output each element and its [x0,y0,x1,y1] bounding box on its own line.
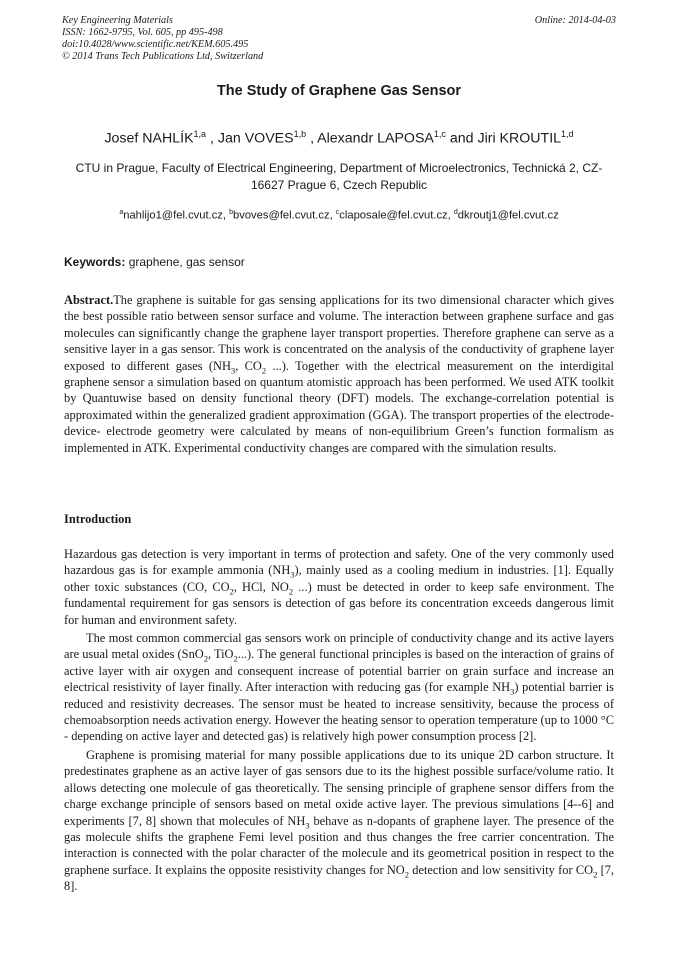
keywords-text: graphene, gas sensor [125,255,245,269]
keywords-label: Keywords: [64,255,126,269]
abstract-text: , CO [235,358,262,373]
author-sup: 1,c [433,129,446,139]
paragraph [64,630,614,745]
abstract-label: Abstract. [64,293,114,307]
email[interactable]: bvoves@fel.cvut.cz [233,209,330,222]
author-name: Jiri KROUTIL [477,130,562,147]
affiliation: CTU in Prague, Faculty of Electrical Engineering, Department of Microelectronics, Technická 2, CZ-16627 Prague 6, Czech Republic [75,161,603,192]
text-run: ...) must be detected in order to keep safe environment. The fundamental requirement for gas sensors is detection of gas before its concentration exceeds dangerous limit for human and environment safety. [64,579,614,627]
email-sup: b [229,209,234,216]
author-name: Alexandr LAPOSA [317,130,434,147]
text-run: , HCl, NO [233,579,289,594]
email[interactable]: claposale@fel.cvut.cz [339,209,448,222]
subscript: 2 [288,586,294,597]
subscript: 2 [261,365,267,376]
subscript: 2 [229,586,234,597]
text-run: behave as n-dopants of graphene layer. The presence of the gas molecule shifts the graphene Femi level position and thus changes the free carrier concentration. The interaction is connected with the polar character of the molecule and its geometrical position in respect to the graphene surface. It explains the opposite resistivity changes for NO [64,813,614,877]
journal-name: Key Engineering Materials [62,15,173,26]
journal-header [62,15,616,63]
subscript: 3 [290,569,295,580]
subscript: 3 [305,819,310,830]
email-list: $^a$nahlijo1@fel.cvut.cz, $^b$bvoves@fel.cvut.cz, $^c$claposale@fel.cvut.cz, $^d$dkroutj1@fel.cvut.cz [119,209,559,222]
abstract-text: ...). Together with the electrical measurement on the interdigital graphene sensor a simulation based on quantum atomistic approach has been performed. We used ATK toolkit by Quantuwise based on density functional theory (DFT) models. The exchange-correlation potential is approximated within the generalized gradient approximation (GGA). The transport properties of the electrode-device- electrode geometry were calculated by means of non-equilibrium Green’s function formalism as implemented in ATK. Experimental conductivity changes are compared with the simulation results. [64,358,614,455]
text-run: Hazardous gas detection is very important in terms of protection and safety. One of the very commonly used hazardous gas is for example ammonia (NH [64,547,614,578]
paragraph [64,546,614,628]
text-run: ), mainly used as a cooling medium in industries. [1]. Equally other toxic substances (CO, CO [64,563,614,594]
author-name: Jan VOVES [217,130,294,147]
text-run: The most common commercial gas sensors work on principle of conductivity change and its active layers are usual metal oxides (SnO [64,631,614,662]
doi: doi:10.4028/www.scientific.net/KEM.605.495 [62,39,249,50]
subscript: 2 [203,653,208,664]
author-sup: 1,d [561,129,574,139]
issn: ISSN: 1662-9795, Vol. 605, pp 495-498 [62,27,223,38]
subscript: 2 [233,653,238,664]
paper-title: The Study of Graphene Gas Sensor [216,83,462,99]
text-run: [7, 8]. [64,862,614,894]
introduction-body [64,546,614,895]
text-run: detection and low sensitivity for CO [409,862,594,877]
copyright: © 2014 Trans Tech Publications Ltd, Switzerland [62,51,264,62]
email-sup: a [119,209,124,216]
email[interactable]: dkroutj1@fel.cvut.cz [457,209,559,222]
author-sup: 1,b [293,129,307,139]
text-run: ) potential barrier is reduced and resistivity decreases. The sensor must be heated to increase sensitivity, because the process of chemoabsorption needs activation energy. However the heating sensor to operation temperature (up to 1000 °C - depending on active layer and detected gas) is relatively high power consumption process [2]. [64,680,614,744]
subscript: 2 [404,869,409,880]
email[interactable]: nahlijo1@fel.cvut.cz [123,209,223,222]
author-sup: 1,a [193,129,207,139]
section-heading: Introduction [64,512,132,526]
abstract-text: The graphene is suitable for gas sensing applications for its two dimensional character which gives the best possible ratio between sensor surface and volume. The interaction between graphene surface and gas molecules can significantly change the graphene layer transport properties. Therefore graphene can serve as a sensitive layer in a gas sensor. This work is concentrated on the analysis of the conductivity of graphene layer exposed to different gases (NH [64,293,614,373]
abstract [64,292,614,456]
text-run: ...). The general functional principles is based on the interaction of grains of active layer with air oxygen and consequent increase of potential barrier on grain surface and increase an electrical resistivity of layer finally. After interaction with reducing gas (for example NH [64,647,614,695]
author-list: Josef NAHLÍK$^{1,a}$ , Jan VOVES$^{1,b}$ , Alexandr LAPOSA$^{1,c}$ and Jiri KROUTIL$^{1,d}$ [104,129,574,147]
paragraph [64,747,614,895]
subscript: 3 [510,686,515,697]
subscript: 2 [593,869,598,880]
subscript: 3 [230,365,236,376]
keywords [64,255,245,269]
author-name: Josef NAHLÍK [104,130,194,147]
email-sup: c [335,209,340,216]
email-sup: d [453,209,458,216]
text-run: Graphene is promising material for many possible applications due to its unique 2D carbon structure. It predestinates graphene as an active layer of gas sensors due to its the highest possible surface/volume ratio. It allows detecting one molecule of gas theoretically. The sensing principle of graphene sensor differs from the charge exchange principle of sensors based on metal oxide active layer. The previous simulations [4--6] and experiments [7, 8] shown that molecules of NH [64,747,614,828]
text-run: , TiO [207,647,234,662]
online-date: Online: 2014-04-03 [534,15,616,26]
